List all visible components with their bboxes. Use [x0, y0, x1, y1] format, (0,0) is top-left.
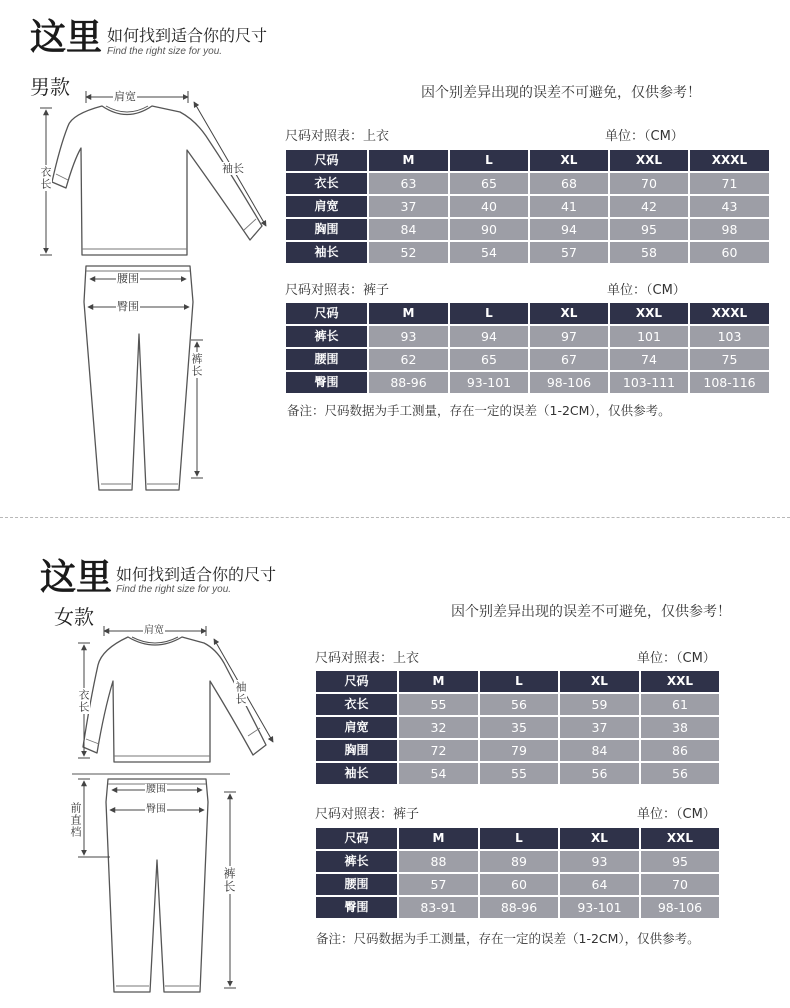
- size-value-cell: 75: [690, 349, 769, 370]
- table-row: [316, 851, 719, 872]
- size-value-cell: 54: [450, 242, 528, 263]
- men-pants-size-table: [284, 301, 771, 395]
- table-header-row: [286, 303, 769, 324]
- table-row: [316, 740, 719, 761]
- disclaimer-notice: 因个别差异出现的误差不可避免，仅供参考！: [421, 85, 701, 101]
- table-caption: 尺码对照表：裤子: [285, 283, 390, 298]
- size-value-cell: 40: [450, 196, 528, 217]
- size-value-cell: 98-106: [641, 897, 719, 918]
- body-length-label: 衣长: [77, 689, 90, 713]
- size-header-cell: XXL: [610, 150, 688, 171]
- section-divider: [0, 517, 790, 518]
- section-heading-subtitle-cn: 如何找到适合你的尺寸: [107, 26, 268, 45]
- table-caption: 尺码对照表：裤子: [315, 807, 420, 822]
- men-garment-diagram: [0, 0, 280, 505]
- measurement-label: 腰围: [316, 874, 397, 895]
- measurement-label: 裤长: [316, 851, 397, 872]
- size-header-cell: M: [369, 303, 448, 324]
- measurement-label: 腰围: [286, 349, 367, 370]
- section-heading-title: 这里: [40, 557, 113, 598]
- size-column-header: 尺码: [316, 828, 397, 849]
- men-shirt-outline: [52, 106, 262, 255]
- size-value-cell: 62: [369, 349, 448, 370]
- size-value-cell: 60: [690, 242, 769, 263]
- section-heading-title: 这里: [30, 17, 103, 58]
- size-value-cell: 63: [369, 173, 448, 194]
- table-row: [316, 694, 719, 715]
- size-value-cell: 64: [560, 874, 639, 895]
- size-value-cell: 52: [369, 242, 448, 263]
- size-header-cell: L: [480, 828, 558, 849]
- size-value-cell: 86: [641, 740, 719, 761]
- size-value-cell: 103-111: [610, 372, 688, 393]
- women-pants-size-table: [314, 826, 721, 920]
- size-value-cell: 67: [530, 349, 608, 370]
- measurement-label: 衣长: [316, 694, 397, 715]
- size-header-cell: XL: [530, 303, 608, 324]
- size-value-cell: 95: [610, 219, 688, 240]
- size-value-cell: 70: [641, 874, 719, 895]
- measurement-label: 衣长: [286, 173, 367, 194]
- disclaimer-notice: 因个别差异出现的误差不可避免，仅供参考！: [451, 604, 731, 620]
- women-top-size-table: [314, 669, 721, 786]
- size-header-cell: M: [399, 671, 478, 692]
- women-garment-diagram: [0, 520, 290, 1008]
- size-value-cell: 57: [399, 874, 478, 895]
- table-row: [316, 717, 719, 738]
- table-unit: 单位：（CM）: [637, 651, 716, 666]
- table-unit: 单位：（CM）: [607, 283, 686, 298]
- measurement-label: 肩宽: [286, 196, 367, 217]
- measurement-label: 胸围: [286, 219, 367, 240]
- size-value-cell: 88-96: [369, 372, 448, 393]
- measurement-note: 备注：尺码数据为手工测量，存在一定的误差（1-2CM），仅供参考。: [287, 403, 671, 418]
- shoulder-width-label: 肩宽: [114, 90, 136, 103]
- table-header-row: [316, 828, 719, 849]
- size-value-cell: 68: [530, 173, 608, 194]
- size-value-cell: 42: [610, 196, 688, 217]
- measurement-label: 肩宽: [316, 717, 397, 738]
- size-value-cell: 35: [480, 717, 558, 738]
- size-value-cell: 88-96: [480, 897, 558, 918]
- size-value-cell: 103: [690, 326, 769, 347]
- size-value-cell: 54: [399, 763, 478, 784]
- front-rise-label: 前直档: [69, 802, 82, 838]
- table-row: [286, 372, 769, 393]
- size-header-cell: M: [369, 150, 448, 171]
- size-value-cell: 61: [641, 694, 719, 715]
- measurement-label: 臀围: [316, 897, 397, 918]
- size-header-cell: XXL: [641, 828, 719, 849]
- table-row: [316, 763, 719, 784]
- table-caption: 尺码对照表：上衣: [285, 129, 390, 144]
- size-value-cell: 37: [369, 196, 448, 217]
- size-header-cell: XL: [560, 671, 639, 692]
- table-row: [316, 874, 719, 895]
- measurement-label: 裤长: [286, 326, 367, 347]
- size-header-cell: XXXL: [690, 150, 769, 171]
- measurement-note: 备注：尺码数据为手工测量，存在一定的误差（1-2CM），仅供参考。: [316, 931, 700, 946]
- table-row: [286, 219, 769, 240]
- table-row: [316, 897, 719, 918]
- waist-label: 腰围: [117, 272, 139, 285]
- table-header-row: [286, 150, 769, 171]
- size-value-cell: 79: [480, 740, 558, 761]
- size-value-cell: 94: [450, 326, 528, 347]
- section-heading-subtitle-en: Find the right size for you.: [107, 46, 223, 57]
- body-length-label: 衣长: [39, 166, 52, 190]
- size-value-cell: 98-106: [530, 372, 608, 393]
- size-value-cell: 94: [530, 219, 608, 240]
- size-value-cell: 38: [641, 717, 719, 738]
- size-value-cell: 71: [690, 173, 769, 194]
- size-header-cell: L: [480, 671, 558, 692]
- men-top-size-table: [284, 148, 771, 265]
- size-value-cell: 58: [610, 242, 688, 263]
- size-header-cell: L: [450, 303, 528, 324]
- size-value-cell: 55: [480, 763, 558, 784]
- table-header-row: [316, 671, 719, 692]
- measurement-label: 臀围: [286, 372, 367, 393]
- size-header-cell: XL: [530, 150, 608, 171]
- size-value-cell: 93-101: [450, 372, 528, 393]
- hip-label: 臀围: [146, 804, 166, 815]
- size-header-cell: XXXL: [690, 303, 769, 324]
- size-value-cell: 65: [450, 349, 528, 370]
- table-row: [286, 196, 769, 217]
- table-row: [286, 242, 769, 263]
- measurement-label: 胸围: [316, 740, 397, 761]
- size-value-cell: 93: [560, 851, 639, 872]
- size-value-cell: 89: [480, 851, 558, 872]
- size-value-cell: 83-91: [399, 897, 478, 918]
- size-value-cell: 101: [610, 326, 688, 347]
- size-value-cell: 88: [399, 851, 478, 872]
- size-value-cell: 37: [560, 717, 639, 738]
- section-heading-subtitle-cn: 如何找到适合你的尺寸: [116, 565, 277, 584]
- measurement-label: 袖长: [286, 242, 367, 263]
- size-value-cell: 108-116: [690, 372, 769, 393]
- gender-label: 男款: [30, 75, 70, 99]
- size-value-cell: 55: [399, 694, 478, 715]
- size-value-cell: 60: [480, 874, 558, 895]
- size-value-cell: 43: [690, 196, 769, 217]
- size-value-cell: 57: [530, 242, 608, 263]
- size-value-cell: 93-101: [560, 897, 639, 918]
- table-unit: 单位：（CM）: [637, 807, 716, 822]
- size-value-cell: 56: [480, 694, 558, 715]
- table-row: [286, 349, 769, 370]
- table-caption: 尺码对照表：上衣: [315, 651, 420, 666]
- size-value-cell: 74: [610, 349, 688, 370]
- sleeve-length-label: 袖长: [234, 681, 247, 705]
- table-unit: 单位：（CM）: [605, 129, 684, 144]
- size-header-cell: XL: [560, 828, 639, 849]
- table-row: [286, 326, 769, 347]
- size-value-cell: 56: [560, 763, 639, 784]
- size-value-cell: 95: [641, 851, 719, 872]
- size-value-cell: 41: [530, 196, 608, 217]
- shoulder-width-label: 肩宽: [144, 625, 164, 636]
- section-heading-subtitle-en: Find the right size for you.: [116, 584, 232, 595]
- measurement-label: 袖长: [316, 763, 397, 784]
- size-value-cell: 65: [450, 173, 528, 194]
- size-header-cell: M: [399, 828, 478, 849]
- size-value-cell: 72: [399, 740, 478, 761]
- size-value-cell: 84: [560, 740, 639, 761]
- size-value-cell: 93: [369, 326, 448, 347]
- pants-length-label: 裤长: [190, 353, 203, 377]
- size-header-cell: XXL: [610, 303, 688, 324]
- table-row: [286, 173, 769, 194]
- size-value-cell: 98: [690, 219, 769, 240]
- size-value-cell: 32: [399, 717, 478, 738]
- size-header-cell: XXL: [641, 671, 719, 692]
- size-value-cell: 97: [530, 326, 608, 347]
- size-value-cell: 84: [369, 219, 448, 240]
- hip-label: 臀围: [117, 300, 139, 313]
- waist-label: 腰围: [146, 784, 166, 795]
- pants-length-label: 裤长: [222, 867, 236, 893]
- size-column-header: 尺码: [316, 671, 397, 692]
- size-header-cell: L: [450, 150, 528, 171]
- size-column-header: 尺码: [286, 303, 367, 324]
- sleeve-length-label: 袖长: [222, 162, 244, 175]
- size-value-cell: 70: [610, 173, 688, 194]
- gender-label: 女款: [54, 605, 94, 629]
- size-column-header: 尺码: [286, 150, 367, 171]
- size-value-cell: 90: [450, 219, 528, 240]
- size-value-cell: 59: [560, 694, 639, 715]
- size-value-cell: 56: [641, 763, 719, 784]
